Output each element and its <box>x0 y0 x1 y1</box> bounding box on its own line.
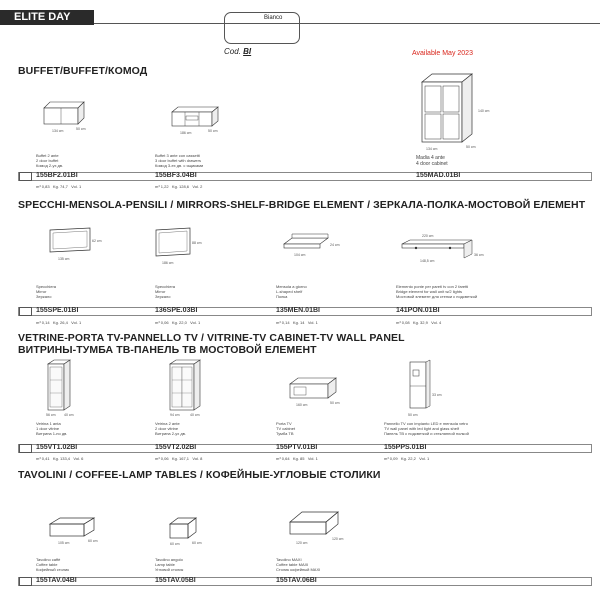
tv-wall-panel-drawing <box>400 356 444 418</box>
desc-spe03: Specchiera Mirror Зеркало <box>155 284 176 299</box>
buffet-3-door-drawing <box>168 104 224 138</box>
svg-text:24 cm: 24 cm <box>330 243 340 247</box>
desc-ptv01: Porta TV TV cabinet Тумба ТВ <box>276 421 296 436</box>
coffee-table-drawing <box>44 514 104 548</box>
bridge-element-drawing <box>392 232 492 268</box>
lamp-table-drawing <box>164 514 214 548</box>
vitrine-1-door-drawing <box>42 356 82 418</box>
code-tav04: 155TAV.04BI <box>36 577 77 584</box>
spec-pon01: m³ 0,08 Kg. 32,9 Vol. 4 <box>396 320 442 325</box>
brand-title: ELITE DAY <box>0 10 94 25</box>
desc-vt102: Vetrina 1 anta 1 door vitrine Витрина 1-но дв. <box>36 421 68 436</box>
svg-text:60 cm: 60 cm <box>192 541 202 545</box>
desc-spe01: Specchiera Mirror Зеркало <box>36 284 57 299</box>
svg-text:88 cm: 88 cm <box>192 241 202 245</box>
desc-pps01: Pannello TV con impianto LED e mensola vetro TV wall panel with led light and glass shelf Панель ТВ с подсветкой и стеклянной полкой <box>384 421 469 436</box>
spec-bf304: m³ 1,22 Kg. 128,6 Vol. 2 <box>155 184 203 189</box>
section-title-vitrine: VETRINE-PORTA TV-PANNELLO TV / VITRINE-TV CABINET-TV WALL PANEL <box>18 332 405 344</box>
svg-text:56 cm: 56 cm <box>46 413 56 417</box>
header-rule <box>94 23 600 24</box>
desc-vt202: Vetrina 2 ante 2 door vitrine Витрина 2-ух дв. <box>155 421 186 436</box>
spec-ptv01: m³ 0,64 Kg. 85 Vol. 1 <box>276 456 318 461</box>
svg-text:186 cm: 186 cm <box>162 261 174 265</box>
spec-pps01: m³ 0,09 Kg. 22,2 Vol. 1 <box>384 456 430 461</box>
vitrine-2-door-drawing <box>164 356 208 418</box>
svg-text:94 cm: 94 cm <box>170 413 180 417</box>
spec-vt202: m³ 0,06 Kg. 167,1 Vol. 8 <box>155 456 203 461</box>
code-bf304: 155BF3.04BI <box>155 172 197 179</box>
desc-pon01: Elemento ponte per pareti tv con 2 faretti Bridge element for wall unit w/2 lights Мостовой элемент для стенки с подсветкой <box>396 284 478 299</box>
code-row-buffet <box>18 172 592 181</box>
finish-code: Cod. BI <box>224 47 252 56</box>
svg-text:135 cm: 135 cm <box>58 257 70 261</box>
finish-swatch <box>224 12 300 44</box>
madia-4-door-drawing <box>412 68 492 152</box>
code-pps01: 155PPS.01BI <box>384 444 427 451</box>
code-ptv01: 155PTV.01BI <box>276 444 318 451</box>
desc-tav05: Tavolino angolo Lamp table Угловой столик <box>155 557 184 572</box>
finish-name: Bianco <box>264 15 283 21</box>
code-mad01: 155MAD.01BI <box>416 172 461 179</box>
desc-mad01: Madia 4 ante 4 door cabinet <box>416 155 448 167</box>
code-spe03: 136SPE.03BI <box>155 307 198 314</box>
coffee-table-maxi-drawing <box>284 506 354 550</box>
svg-text:120 cm: 120 cm <box>332 537 344 541</box>
svg-text:60 cm: 60 cm <box>88 539 98 543</box>
spec-spe01: m³ 0,14 Kg. 26,4 Vol. 1 <box>36 320 82 325</box>
svg-text:62 cm: 62 cm <box>92 239 102 243</box>
code-bf201: 155BF2.01BI <box>36 172 78 179</box>
desc-tav06: Tavolino MAXI Coffee table MAXI Столик кофейный MAXI <box>276 557 321 572</box>
svg-text:220 cm: 220 cm <box>422 234 434 238</box>
svg-text:36 cm: 36 cm <box>474 253 484 257</box>
svg-text:134 cm: 134 cm <box>426 147 438 151</box>
svg-text:50 cm: 50 cm <box>208 129 218 133</box>
code-pon01: 141PON.01BI <box>396 307 440 314</box>
spec-men01: m³ 0,14 Kg. 14 Vol. 1 <box>276 320 318 325</box>
code-tav06: 155TAV.06BI <box>276 577 317 584</box>
spec-bf201: m³ 0,83 Kg. 74,7 Vol. 1 <box>36 184 82 189</box>
code-vt102: 155VT1.02BI <box>36 444 78 451</box>
svg-text:50 cm: 50 cm <box>408 413 418 417</box>
mirror-2-drawing <box>150 224 210 268</box>
shelf-drawing <box>280 232 350 262</box>
mirror-1-drawing <box>44 224 104 264</box>
section-title-mirrors: SPECCHI-MENSOLA-PENSILI / MIRRORS-SHELF-BRIDGE ELEMENT / ЗЕРКАЛА-ПОЛКА-МОСТОВОЙ ЕЛЕМЕНТ <box>18 199 586 211</box>
availability-note: Available May 2023 <box>412 50 473 57</box>
svg-text:120 cm: 120 cm <box>296 541 308 545</box>
svg-text:160 cm: 160 cm <box>296 403 308 407</box>
section-title-tables: TAVOLINI / COFFEE-LAMP TABLES / КОФЕЙНЫЕ-УГЛОВЫЕ СТОЛИКИ <box>18 469 381 481</box>
svg-text:60 cm: 60 cm <box>170 542 180 546</box>
buffet-2-door-drawing <box>40 100 90 138</box>
desc-men01: Mensola a giorno L-shaped shelf Полка <box>276 284 307 299</box>
svg-text:33 cm: 33 cm <box>432 393 442 397</box>
desc-bf201: Buffet 2 ante 2 door buffet Комод 2-ух дв. <box>36 153 64 168</box>
svg-text:40 cm: 40 cm <box>64 413 74 417</box>
section-title-vitrine-ru: ВИТРИНЫ-ТУМБА ТВ-ПАНЕЛЬ ТВ МОСТОВОЙ ЕЛЕМЕНТ <box>18 344 317 356</box>
code-men01: 135MEN.01BI <box>276 307 320 314</box>
desc-tav04: Tavolino caffè Coffee table Кофейный столик <box>36 557 69 572</box>
svg-text:40 cm: 40 cm <box>190 413 200 417</box>
svg-text:50 cm: 50 cm <box>466 145 476 149</box>
spec-spe03: m³ 0,06 Kg. 22,0 Vol. 1 <box>155 320 201 325</box>
tv-cabinet-drawing <box>284 374 348 414</box>
svg-text:105 cm: 105 cm <box>58 541 70 545</box>
svg-text:104 cm: 104 cm <box>294 253 306 257</box>
code-tav05: 155TAV.05BI <box>155 577 196 584</box>
code-spe01: 155SPE.01BI <box>36 307 79 314</box>
spec-vt102: m³ 0,41 Kg. 133,4 Vol. 6 <box>36 456 84 461</box>
dim-width: 134 cm <box>52 129 64 133</box>
desc-bf304: Buffet 3 ante con cassetti 3 door buffet with drawers Комод 3-ех дв. с ящиками <box>155 153 204 168</box>
dim-depth: 50 cm <box>76 127 86 131</box>
svg-text:186 cm: 186 cm <box>180 131 192 135</box>
code-vt202: 155VT2.02BI <box>155 444 197 451</box>
svg-text:140 cm: 140 cm <box>478 109 490 113</box>
section-title-buffet: BUFFET/BUFFET/КОМОД <box>18 65 148 77</box>
svg-text:148,5 cm: 148,5 cm <box>420 259 435 263</box>
svg-text:50 cm: 50 cm <box>330 401 340 405</box>
